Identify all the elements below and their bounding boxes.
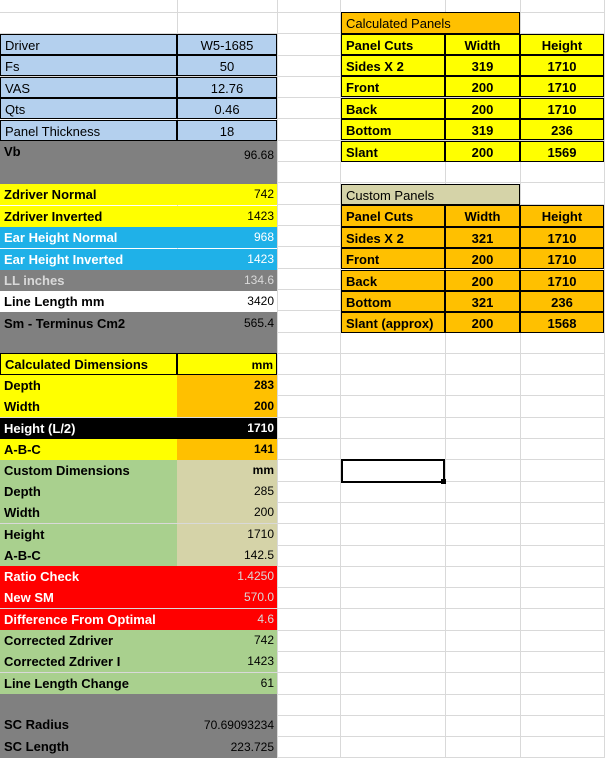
custom-panels-header[interactable]: Width	[445, 205, 520, 227]
custom-dim-label[interactable]: Width	[0, 502, 177, 523]
calculated-panels-header[interactable]: Panel Cuts	[341, 34, 445, 55]
custom-dim-label[interactable]: A-B-C	[0, 545, 177, 566]
custom-dim-value[interactable]: 200	[177, 502, 277, 523]
acoustic-value[interactable]: 3420	[177, 291, 277, 312]
selected-cell[interactable]	[341, 459, 445, 483]
calculated-panel-cell[interactable]: 200	[445, 141, 520, 162]
sc-value[interactable]: 70.69093234	[177, 714, 277, 736]
custom-panel-cell[interactable]: 1710	[520, 227, 604, 248]
custom-panel-cell[interactable]: Slant (approx)	[341, 312, 445, 333]
calculated-panels-header[interactable]: Height	[520, 34, 604, 55]
custom-dims-unit[interactable]: mm	[177, 460, 277, 481]
calculated-panel-cell[interactable]: 1710	[520, 98, 604, 119]
custom-panel-cell[interactable]: 1710	[520, 248, 604, 269]
custom-dim-value[interactable]: 285	[177, 481, 277, 502]
calc-dims-header[interactable]: Calculated Dimensions	[0, 353, 177, 375]
corrected-label[interactable]: Line Length Change	[0, 673, 177, 694]
driver-param-label[interactable]: Driver	[0, 34, 177, 55]
ratio-label[interactable]: Difference From Optimal	[0, 609, 177, 630]
calculated-panels-header[interactable]: Width	[445, 34, 520, 55]
custom-panel-cell[interactable]: 200	[445, 312, 520, 333]
ratio-value[interactable]: 4.6	[177, 609, 277, 630]
custom-panel-cell[interactable]: 200	[445, 248, 520, 269]
custom-panel-cell[interactable]: Back	[341, 270, 445, 291]
custom-dims-header[interactable]: Custom Dimensions	[0, 460, 177, 481]
calculated-panel-cell[interactable]: 319	[445, 55, 520, 76]
gridline-vertical	[277, 0, 278, 758]
sc-value[interactable]: 223.725	[177, 736, 277, 758]
calc-dim-value[interactable]: 141	[177, 439, 277, 460]
fill-handle[interactable]	[441, 479, 446, 484]
calculated-panel-cell[interactable]: Slant	[341, 141, 445, 162]
calc-dim-label[interactable]: A-B-C	[0, 439, 177, 460]
custom-dim-label[interactable]: Depth	[0, 481, 177, 502]
calculated-panel-cell[interactable]: Bottom	[341, 119, 445, 140]
calc-dim-value[interactable]: 283	[177, 375, 277, 396]
driver-param-value[interactable]: 0.46	[177, 98, 277, 119]
acoustic-label[interactable]: Ear Height Inverted	[0, 249, 177, 270]
driver-param-value[interactable]: 12.76	[177, 77, 277, 98]
acoustic-label[interactable]: Zdriver Normal	[0, 184, 177, 205]
custom-panel-cell[interactable]: 1710	[520, 270, 604, 291]
vb-value[interactable]: 96.68	[177, 141, 277, 184]
sc-label[interactable]: SC Radius	[0, 714, 177, 736]
calculated-panel-cell[interactable]: 200	[445, 98, 520, 119]
acoustic-label[interactable]: Sm - Terminus Cm2	[0, 312, 177, 335]
custom-panel-cell[interactable]: 321	[445, 291, 520, 312]
custom-dim-value[interactable]: 142.5	[177, 545, 277, 566]
acoustic-label[interactable]: LL inches	[0, 270, 177, 291]
corrected-value[interactable]: 1423	[177, 651, 277, 672]
calculated-panel-cell[interactable]: 1569	[520, 141, 604, 162]
calc-dims-unit[interactable]: mm	[177, 353, 277, 375]
spacer-band[interactable]	[0, 335, 277, 353]
acoustic-label[interactable]: Zdriver Inverted	[0, 206, 177, 227]
calc-dim-value[interactable]: 200	[177, 396, 277, 417]
driver-param-label[interactable]: VAS	[0, 77, 177, 98]
custom-panels-header[interactable]: Height	[520, 205, 604, 227]
custom-panels-title[interactable]: Custom Panels	[341, 184, 520, 205]
calculated-panel-cell[interactable]: 236	[520, 119, 604, 140]
driver-param-value[interactable]: 18	[177, 120, 277, 141]
custom-panel-cell[interactable]: 1568	[520, 312, 604, 333]
custom-panel-cell[interactable]: Front	[341, 248, 445, 269]
ratio-value[interactable]: 570.0	[177, 587, 277, 608]
acoustic-value[interactable]: 1423	[177, 249, 277, 270]
acoustic-value[interactable]: 1423	[177, 206, 277, 227]
calculated-panel-cell[interactable]: 319	[445, 119, 520, 140]
calculated-panel-cell[interactable]: Front	[341, 76, 445, 97]
driver-param-value[interactable]: 50	[177, 55, 277, 76]
custom-panel-cell[interactable]: 200	[445, 270, 520, 291]
acoustic-value[interactable]: 565.4	[177, 312, 277, 335]
corrected-value[interactable]: 742	[177, 630, 277, 651]
calculated-panel-cell[interactable]: 1710	[520, 76, 604, 97]
calc-dim-label[interactable]: Width	[0, 396, 177, 417]
driver-param-label[interactable]: Qts	[0, 98, 177, 119]
corrected-value[interactable]: 61	[177, 673, 277, 694]
spacer-band[interactable]	[0, 694, 277, 714]
driver-param-value[interactable]: W5-1685	[177, 34, 277, 55]
custom-panel-cell[interactable]: 321	[445, 227, 520, 248]
ratio-label[interactable]: Ratio Check	[0, 566, 177, 587]
calc-dim-label[interactable]: Depth	[0, 375, 177, 396]
driver-param-label[interactable]: Panel Thickness	[0, 120, 177, 141]
acoustic-value[interactable]: 968	[177, 227, 277, 248]
vb-label[interactable]: Vb	[0, 141, 177, 184]
custom-panel-cell[interactable]: Sides X 2	[341, 227, 445, 248]
calculated-panel-cell[interactable]: Sides X 2	[341, 55, 445, 76]
acoustic-value[interactable]: 134.6	[177, 270, 277, 291]
acoustic-label[interactable]: Line Length mm	[0, 291, 177, 312]
custom-panels-header[interactable]: Panel Cuts	[341, 205, 445, 227]
ratio-label[interactable]: New SM	[0, 587, 177, 608]
corrected-label[interactable]: Corrected Zdriver I	[0, 651, 177, 672]
calculated-panels-title[interactable]: Calculated Panels	[341, 12, 520, 34]
acoustic-label[interactable]: Ear Height Normal	[0, 227, 177, 248]
custom-panel-cell[interactable]: Bottom	[341, 291, 445, 312]
driver-param-label[interactable]: Fs	[0, 55, 177, 76]
acoustic-value[interactable]: 742	[177, 184, 277, 205]
sc-label[interactable]: SC Length	[0, 736, 177, 758]
custom-panel-cell[interactable]: 236	[520, 291, 604, 312]
calc-dim-value[interactable]: 1710	[177, 418, 277, 439]
custom-dim-value[interactable]: 1710	[177, 524, 277, 545]
ratio-value[interactable]: 1.4250	[177, 566, 277, 587]
calculated-panel-cell[interactable]: 1710	[520, 55, 604, 76]
corrected-label[interactable]: Corrected Zdriver	[0, 630, 177, 651]
calculated-panel-cell[interactable]: 200	[445, 76, 520, 97]
calculated-panel-cell[interactable]: Back	[341, 98, 445, 119]
custom-dim-label[interactable]: Height	[0, 524, 177, 545]
calc-dim-label[interactable]: Height (L/2)	[0, 418, 177, 439]
